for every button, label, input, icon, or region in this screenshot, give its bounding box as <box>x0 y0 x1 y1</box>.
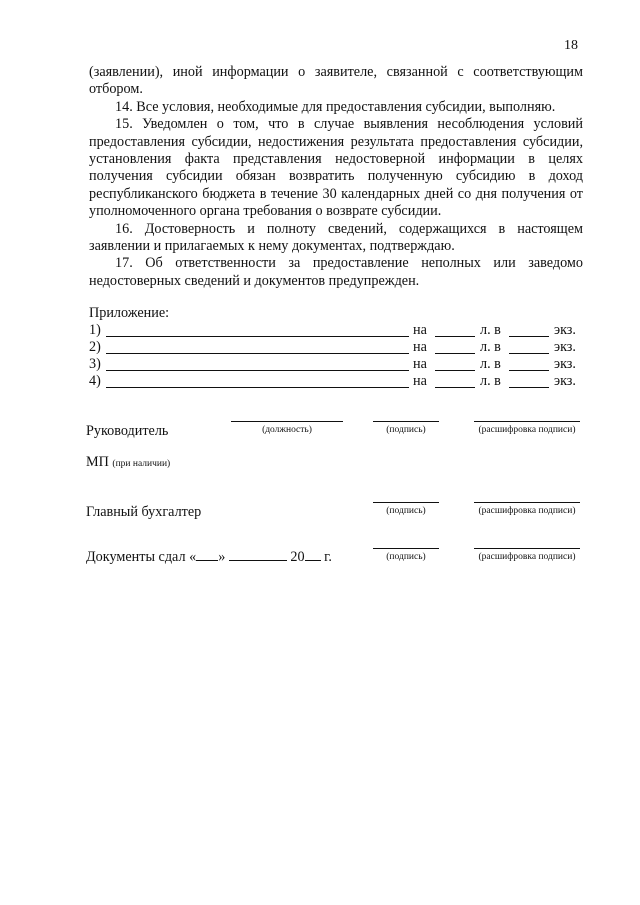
copies-count-line <box>509 336 549 337</box>
body-text <box>89 64 583 290</box>
attachment-on-label: на <box>413 356 427 372</box>
attachments-title: Приложение: <box>89 305 170 321</box>
page-number: 18 <box>564 38 578 53</box>
paragraph-16: 16. Достоверность и полноту сведений, содержащихся в настоящем заявлении и прилагаемых к нему документах, подтверждаю. <box>89 220 583 255</box>
position-caption: (должность) <box>262 425 312 435</box>
attachment-name-line <box>106 370 409 371</box>
decoding-caption: (расшифровка подписи) <box>478 552 576 562</box>
attachment-row <box>89 339 583 356</box>
attachment-row <box>89 356 583 373</box>
sheets-count-line <box>435 353 475 354</box>
attachment-on-label: на <box>413 339 427 355</box>
attachment-number: 1) <box>89 322 101 338</box>
signature-caption: (подпись) <box>386 506 426 516</box>
attachment-on-label: на <box>413 373 427 389</box>
decoding-line <box>474 548 580 549</box>
signature-line <box>373 548 439 549</box>
attachment-number: 4) <box>89 373 101 389</box>
mp-label: МП <box>86 454 109 470</box>
mp-note: (при наличии) <box>112 459 171 469</box>
copies-count-line <box>509 387 549 388</box>
attachment-name-line <box>106 387 409 388</box>
paragraph-continuation: (заявлении), иной информации о заявителе, связанной с соответствующим отбором. <box>89 64 583 98</box>
sheets-label: л. в <box>480 322 501 338</box>
docs-label-year: 20 <box>290 549 305 565</box>
docs-label-mid: » <box>218 549 226 565</box>
attachment-number: 3) <box>89 356 101 372</box>
sheets-count-line <box>435 387 475 388</box>
signature-caption: (подпись) <box>386 552 426 562</box>
copies-label: экз. <box>554 339 576 355</box>
stamp-place <box>86 454 170 471</box>
head-label: Руководитель <box>86 423 169 439</box>
docs-label-start: Документы сдал « <box>86 549 197 565</box>
year-blank <box>305 548 321 561</box>
paragraph-15: 15. Уведомлен о том, что в случае выявления несоблюдения условий предоставления субсидии, недостижения результата предоставления субсидии, установления факта представления недостоверной информации в целях получения субсидии обязан возвратить полученную субсидию в доход республиканского бюджета в течение 30 календарных дней со дня получения от уполномоченного органа требования о возврате субсидии. <box>89 116 583 220</box>
signature-line <box>373 421 439 422</box>
copies-label: экз. <box>554 373 576 389</box>
decoding-line <box>474 502 580 503</box>
attachment-on-label: на <box>413 322 427 338</box>
attachment-number: 2) <box>89 339 101 355</box>
copies-label: экз. <box>554 356 576 372</box>
paragraph-14: 14. Все условия, необходимые для предоставления субсидии, выполняю. <box>115 98 556 115</box>
day-blank <box>196 548 218 561</box>
copies-label: экз. <box>554 322 576 338</box>
documents-submitted-line <box>86 548 332 566</box>
decoding-line <box>474 421 580 422</box>
copies-count-line <box>509 370 549 371</box>
sheets-count-line <box>435 336 475 337</box>
accountant-label: Главный бухгалтер <box>86 504 202 520</box>
sheets-label: л. в <box>480 356 501 372</box>
position-line <box>231 421 343 422</box>
sheets-label: л. в <box>480 339 501 355</box>
docs-label-end: г. <box>324 549 332 565</box>
paragraph-17: 17. Об ответственности за предоставление неполных или заведомо недостоверных сведений и документов предупрежден. <box>89 255 583 289</box>
attachment-name-line <box>106 353 409 354</box>
attachment-name-line <box>106 336 409 337</box>
attachment-row <box>89 373 583 390</box>
decoding-caption: (расшифровка подписи) <box>478 506 576 516</box>
sheets-label: л. в <box>480 373 501 389</box>
signature-caption: (подпись) <box>386 425 426 435</box>
month-blank <box>229 548 287 561</box>
decoding-caption: (расшифровка подписи) <box>478 425 576 435</box>
attachment-row <box>89 322 583 339</box>
copies-count-line <box>509 353 549 354</box>
signature-line <box>373 502 439 503</box>
sheets-count-line <box>435 370 475 371</box>
